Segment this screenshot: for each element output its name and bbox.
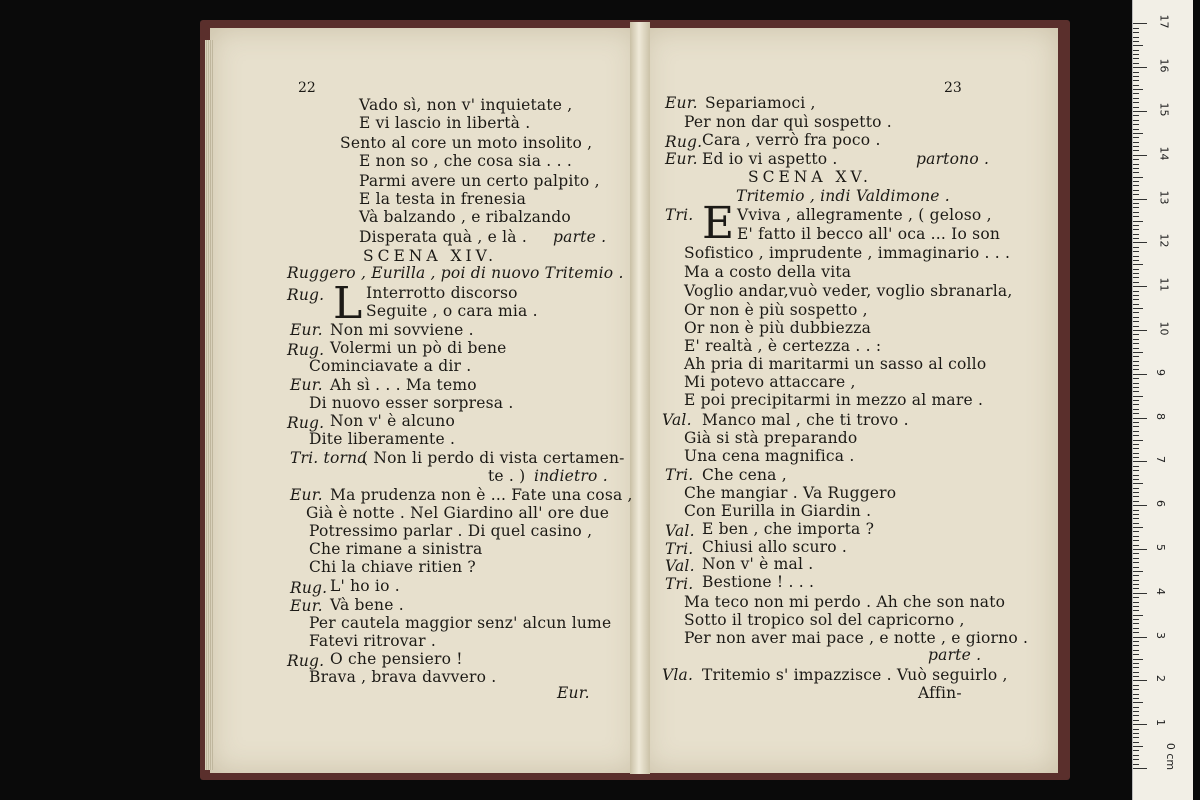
ruler-tick bbox=[1133, 334, 1139, 335]
ruler-tick bbox=[1133, 23, 1147, 24]
ruler-tick bbox=[1133, 602, 1139, 603]
ruler-tick bbox=[1133, 431, 1139, 432]
verse-line: Và bene . bbox=[330, 596, 404, 614]
ruler-tick bbox=[1133, 510, 1139, 511]
verse-line: Cominciavate a dir . bbox=[309, 357, 472, 375]
ruler-label: 15 bbox=[1157, 102, 1171, 117]
ruler-tick bbox=[1133, 72, 1139, 73]
ruler-tick bbox=[1133, 396, 1143, 397]
ruler-tick bbox=[1133, 172, 1139, 173]
verse-line: Tritemio s' impazzisce . Vuò seguirlo , bbox=[702, 666, 1008, 684]
ruler-tick bbox=[1133, 707, 1139, 708]
ruler-tick bbox=[1133, 540, 1139, 541]
stage-direction: indietro . bbox=[534, 467, 608, 485]
verse-line: Una cena magnifica . bbox=[684, 447, 855, 465]
ruler-label: 0 cm bbox=[1164, 742, 1178, 771]
ruler-tick bbox=[1133, 277, 1139, 278]
speaker-label: Val. bbox=[665, 557, 695, 575]
ruler-tick bbox=[1133, 181, 1139, 182]
ruler-tick bbox=[1133, 733, 1139, 734]
speaker-label: Tri. torna bbox=[290, 449, 367, 467]
ruler-tick bbox=[1133, 663, 1139, 664]
ruler-tick bbox=[1133, 58, 1139, 59]
verse-line: Or non è più sospetto , bbox=[684, 301, 868, 319]
verse-line: Sotto il tropico sol del capricorno , bbox=[684, 611, 965, 629]
ruler-tick bbox=[1133, 221, 1143, 222]
verse-line: Che cena , bbox=[702, 466, 787, 484]
scene-heading: SCENA XIV. bbox=[363, 247, 498, 265]
ruler-tick bbox=[1133, 115, 1139, 116]
ruler-tick bbox=[1133, 28, 1139, 29]
ruler-tick bbox=[1133, 505, 1147, 506]
ruler-label: 17 bbox=[1157, 14, 1171, 29]
speaker-label: Eur. bbox=[290, 376, 323, 394]
ruler-tick bbox=[1133, 694, 1139, 695]
ruler-tick bbox=[1133, 238, 1139, 239]
speaker-label: Tri. bbox=[665, 206, 694, 224]
ruler-tick bbox=[1133, 369, 1139, 370]
verse-line: O che pensiero ! bbox=[330, 650, 463, 668]
ruler-tick bbox=[1133, 291, 1139, 292]
ruler-tick bbox=[1133, 553, 1139, 554]
ruler-tick bbox=[1133, 676, 1139, 677]
ruler-tick bbox=[1133, 536, 1139, 537]
verse-line: Parmi avere un certo palpito , bbox=[359, 172, 600, 190]
ruler-tick bbox=[1133, 737, 1139, 738]
ruler-tick bbox=[1133, 597, 1139, 598]
speaker-label: Tri. bbox=[665, 575, 694, 593]
ruler-tick bbox=[1133, 269, 1139, 270]
verse-line: Ah pria di maritarmi un sasso al collo bbox=[684, 355, 987, 373]
verse-line: Non v' è alcuno bbox=[330, 412, 456, 430]
ruler-tick bbox=[1133, 54, 1139, 55]
ruler-tick bbox=[1133, 496, 1139, 497]
verse-line: Manco mal , che ti trovo . bbox=[702, 411, 909, 429]
stage-direction: partono . bbox=[916, 150, 990, 168]
verse-line: Ed io vi aspetto . bbox=[702, 150, 838, 168]
ruler-tick bbox=[1133, 641, 1139, 642]
ruler-tick bbox=[1133, 41, 1139, 42]
ruler-tick bbox=[1133, 190, 1139, 191]
ruler-tick bbox=[1133, 212, 1139, 213]
ruler-tick bbox=[1133, 361, 1139, 362]
ruler-tick bbox=[1133, 711, 1139, 712]
ruler-tick bbox=[1133, 689, 1139, 690]
verse-line: Disperata quà , e là . bbox=[359, 228, 527, 246]
ruler-tick bbox=[1133, 330, 1147, 331]
ruler-tick bbox=[1133, 724, 1147, 725]
speaker-label: Rug. bbox=[287, 286, 325, 304]
verse-line: E' fatto il becco all' oca ... Io son bbox=[737, 225, 1001, 243]
ruler-tick bbox=[1133, 348, 1139, 349]
measurement-ruler bbox=[1132, 0, 1193, 800]
ruler-tick bbox=[1133, 637, 1147, 638]
ruler-tick bbox=[1133, 562, 1139, 563]
speaker-label: Eur. bbox=[290, 321, 323, 339]
ruler-tick bbox=[1133, 76, 1139, 77]
ruler-tick bbox=[1133, 742, 1139, 743]
ruler-tick bbox=[1133, 558, 1139, 559]
verse-line: Và balzando , e ribalzando bbox=[359, 208, 571, 226]
ruler-tick bbox=[1133, 177, 1143, 178]
ruler-tick bbox=[1133, 461, 1147, 462]
ruler-tick bbox=[1133, 282, 1139, 283]
ruler-tick bbox=[1133, 387, 1139, 388]
ruler-tick bbox=[1133, 422, 1139, 423]
speaker-label: Rug. bbox=[665, 133, 703, 151]
ruler-tick bbox=[1133, 514, 1139, 515]
ruler-tick bbox=[1133, 409, 1139, 410]
speaker-label: Eur. bbox=[665, 94, 698, 112]
verse-line: E ben , che importa ? bbox=[702, 520, 875, 538]
ruler-tick bbox=[1133, 518, 1139, 519]
ruler-tick bbox=[1133, 142, 1139, 143]
ruler-label: 2 bbox=[1154, 675, 1167, 683]
ruler-tick bbox=[1133, 483, 1143, 484]
ruler-tick bbox=[1133, 475, 1139, 476]
ruler-tick bbox=[1133, 111, 1147, 112]
ruler-tick bbox=[1133, 164, 1139, 165]
ruler-tick bbox=[1133, 352, 1143, 353]
ruler-tick bbox=[1133, 199, 1147, 200]
ruler-tick bbox=[1133, 383, 1139, 384]
ruler-tick bbox=[1133, 650, 1139, 651]
ruler-label: 5 bbox=[1154, 544, 1167, 551]
ruler-tick bbox=[1133, 343, 1139, 344]
ruler-tick bbox=[1133, 567, 1139, 568]
verse-line: Dite liberamente . bbox=[309, 430, 456, 448]
ruler-tick bbox=[1133, 764, 1139, 765]
ruler-tick bbox=[1133, 129, 1139, 130]
ruler-tick bbox=[1133, 242, 1147, 243]
ruler-tick bbox=[1133, 488, 1139, 489]
ruler-tick bbox=[1133, 470, 1139, 471]
verse-line: Brava , brava davvero . bbox=[309, 668, 497, 686]
speaker-label: Eur. bbox=[665, 150, 698, 168]
ruler-tick bbox=[1133, 619, 1139, 620]
ruler-tick bbox=[1133, 256, 1139, 257]
verse-line: Per cautela maggior senz' alcun lume bbox=[309, 614, 612, 632]
verse-line: Ma teco non mi perdo . Ah che son nato bbox=[684, 593, 1006, 611]
ruler-label: 11 bbox=[1157, 277, 1171, 292]
ruler-tick bbox=[1133, 50, 1139, 51]
ruler-tick bbox=[1133, 440, 1143, 441]
ruler-tick bbox=[1133, 457, 1139, 458]
ruler-tick bbox=[1133, 435, 1139, 436]
ruler-tick bbox=[1133, 680, 1147, 681]
ruler-tick bbox=[1133, 413, 1139, 414]
verse-line: Bestione ! . . . bbox=[702, 573, 815, 591]
ruler-tick bbox=[1133, 339, 1139, 340]
verse-line: Separiamoci , bbox=[705, 94, 816, 112]
ruler-tick bbox=[1133, 702, 1143, 703]
ruler-tick bbox=[1133, 466, 1139, 467]
ruler-tick bbox=[1133, 356, 1139, 357]
verse-line: Non mi sovviene . bbox=[330, 321, 474, 339]
ruler-tick bbox=[1133, 531, 1139, 532]
ruler-tick bbox=[1133, 575, 1139, 576]
verse-line: Ah sì . . . Ma temo bbox=[330, 376, 477, 394]
page-number: 22 bbox=[298, 80, 316, 96]
verse-line: Sento al core un moto insolito , bbox=[340, 134, 593, 152]
ruler-tick bbox=[1133, 523, 1139, 524]
ruler-tick bbox=[1133, 426, 1139, 427]
ruler-label: 14 bbox=[1157, 146, 1171, 161]
ruler-tick bbox=[1133, 207, 1139, 208]
verse-line: E vi lascio in libertà . bbox=[359, 114, 531, 132]
speaker-label: Rug. bbox=[287, 341, 325, 359]
ruler-tick bbox=[1133, 448, 1139, 449]
ruler-tick bbox=[1133, 606, 1139, 607]
ruler-tick bbox=[1133, 501, 1139, 502]
verse-line: Ma a costo della vita bbox=[684, 263, 852, 281]
ruler-tick bbox=[1133, 755, 1139, 756]
ruler-label: 12 bbox=[1157, 233, 1171, 248]
verse-line: L' ho io . bbox=[330, 577, 400, 595]
verse-line: Che mangiar . Va Ruggero bbox=[684, 484, 897, 502]
verse-line: Chiusi allo scuro . bbox=[702, 538, 848, 556]
ruler-tick bbox=[1133, 85, 1139, 86]
ruler-tick bbox=[1133, 159, 1139, 160]
ruler-tick bbox=[1133, 229, 1139, 230]
verse-line: Ma prudenza non è ... Fate una cosa , bbox=[330, 486, 633, 504]
ruler-tick bbox=[1133, 234, 1139, 235]
ruler-tick bbox=[1133, 321, 1139, 322]
ruler-tick bbox=[1133, 317, 1139, 318]
ruler-tick bbox=[1133, 133, 1143, 134]
ruler-tick bbox=[1133, 659, 1143, 660]
ruler-label: 1 bbox=[1154, 719, 1167, 727]
speaker-label: Rug. bbox=[287, 414, 325, 432]
ruler-tick bbox=[1133, 67, 1147, 68]
ruler-tick bbox=[1133, 759, 1139, 760]
ruler-tick bbox=[1133, 479, 1139, 480]
ruler-tick bbox=[1133, 45, 1143, 46]
ruler-tick bbox=[1133, 610, 1139, 611]
character-list: Tritemio , indi Valdimone . bbox=[736, 187, 950, 205]
ruler-tick bbox=[1133, 584, 1139, 585]
ruler-tick bbox=[1133, 698, 1139, 699]
ruler-tick bbox=[1133, 98, 1139, 99]
ruler-tick bbox=[1133, 628, 1139, 629]
ruler-label: 16 bbox=[1157, 58, 1171, 73]
ruler-label: 3 bbox=[1154, 631, 1167, 639]
verse-line: Volermi un pò di bene bbox=[330, 339, 507, 357]
ruler-tick bbox=[1133, 527, 1143, 528]
ruler-tick bbox=[1133, 667, 1139, 668]
ruler-tick bbox=[1133, 304, 1139, 305]
ruler-tick bbox=[1133, 308, 1143, 309]
speaker-label: Vla. bbox=[662, 666, 694, 684]
speaker-label: Eur. bbox=[290, 486, 323, 504]
ruler-tick bbox=[1133, 185, 1139, 186]
verse-line: Già si stà preparando bbox=[684, 429, 858, 447]
verse-line: Non v' è mal . bbox=[702, 555, 814, 573]
scene-heading: SCENA XV. bbox=[748, 168, 872, 186]
catchword: Eur. bbox=[557, 684, 590, 702]
ruler-tick bbox=[1133, 194, 1139, 195]
character-list: Ruggero , Eurilla , poi di nuovo Tritemio . bbox=[287, 264, 624, 282]
ruler-tick bbox=[1133, 295, 1139, 296]
verse-line: Per non aver mai pace , e notte , e giorno . bbox=[684, 629, 1029, 647]
ruler-tick bbox=[1133, 593, 1147, 594]
ruler-tick bbox=[1133, 545, 1139, 546]
ruler-tick bbox=[1133, 645, 1139, 646]
ruler-tick bbox=[1133, 89, 1143, 90]
ruler-tick bbox=[1133, 715, 1139, 716]
ruler-tick bbox=[1133, 623, 1139, 624]
ruler-tick bbox=[1133, 453, 1139, 454]
ruler-tick bbox=[1133, 80, 1139, 81]
ruler-tick bbox=[1133, 750, 1139, 751]
ruler-tick bbox=[1133, 247, 1139, 248]
ruler-tick bbox=[1133, 768, 1147, 769]
catchword: Affin- bbox=[918, 684, 962, 702]
ruler-tick bbox=[1133, 374, 1147, 375]
speaker-label: Val. bbox=[665, 522, 695, 540]
ruler-tick bbox=[1133, 299, 1139, 300]
speaker-label: Tri. bbox=[665, 466, 694, 484]
verse-line: Fatevi ritrovar . bbox=[309, 632, 436, 650]
ruler-tick bbox=[1133, 404, 1139, 405]
verse-line: Mi potevo attaccare , bbox=[684, 373, 856, 391]
ruler-label: 13 bbox=[1157, 190, 1171, 205]
page-number: 23 bbox=[944, 80, 962, 96]
verse-line: Seguite , o cara mia . bbox=[366, 302, 538, 320]
book-gutter bbox=[630, 22, 650, 774]
ruler-label: 4 bbox=[1154, 587, 1167, 595]
ruler-tick bbox=[1133, 549, 1147, 550]
ruler-tick bbox=[1133, 168, 1139, 169]
stage-direction: parte . bbox=[928, 646, 982, 664]
ruler-tick bbox=[1133, 124, 1139, 125]
ruler-tick bbox=[1133, 444, 1139, 445]
ruler-tick bbox=[1133, 146, 1139, 147]
ruler-label: 8 bbox=[1154, 412, 1167, 420]
verse-line: Vviva , allegramente , ( geloso , bbox=[737, 206, 992, 224]
verse-line: Che rimane a sinistra bbox=[309, 540, 483, 558]
speaker-label: Rug. bbox=[287, 652, 325, 670]
ruler-label: 6 bbox=[1154, 500, 1167, 508]
drop-cap: E bbox=[702, 198, 735, 249]
speaker-label: Eur. bbox=[290, 597, 323, 615]
ruler-tick bbox=[1133, 729, 1139, 730]
ruler-tick bbox=[1133, 615, 1143, 616]
verse-line: Vado sì, non v' inquietate , bbox=[359, 96, 573, 114]
verse-line: Con Eurilla in Giardin . bbox=[684, 502, 872, 520]
ruler-tick bbox=[1133, 260, 1139, 261]
ruler-tick bbox=[1133, 93, 1139, 94]
verse-line: ( Non li perdo di vista certamen- bbox=[362, 449, 625, 467]
ruler-tick bbox=[1133, 492, 1139, 493]
verse-line: E la testa in frenesia bbox=[359, 190, 527, 208]
ruler-tick bbox=[1133, 378, 1139, 379]
ruler-tick bbox=[1133, 365, 1139, 366]
ruler-tick bbox=[1133, 286, 1147, 287]
ruler-tick bbox=[1133, 32, 1139, 33]
ruler-tick bbox=[1133, 203, 1139, 204]
verse-line: E' realtà , è certezza . . : bbox=[684, 337, 882, 355]
verse-line: Interrotto discorso bbox=[366, 284, 518, 302]
page-edges bbox=[205, 40, 213, 770]
ruler-tick bbox=[1133, 150, 1139, 151]
ruler-tick bbox=[1133, 273, 1139, 274]
ruler-tick bbox=[1133, 588, 1139, 589]
verse-line: Già è notte . Nel Giardino all' ore due bbox=[306, 504, 610, 522]
ruler-label: 10 bbox=[1157, 321, 1171, 336]
verse-line: Chi la chiave ritien ? bbox=[309, 558, 476, 576]
ruler-tick bbox=[1133, 107, 1139, 108]
ruler-tick bbox=[1133, 312, 1139, 313]
ruler-tick bbox=[1133, 685, 1139, 686]
ruler-tick bbox=[1133, 251, 1139, 252]
verse-line: Di nuovo esser sorpresa . bbox=[309, 394, 514, 412]
verse-line: Voglio andar,vuò veder, voglio sbranarla, bbox=[684, 282, 1013, 300]
ruler-tick bbox=[1133, 120, 1139, 121]
verse-line: Per non dar quì sospetto . bbox=[684, 113, 892, 131]
ruler-tick bbox=[1133, 391, 1139, 392]
ruler-tick bbox=[1133, 580, 1139, 581]
ruler-tick bbox=[1133, 102, 1139, 103]
ruler-tick bbox=[1133, 37, 1139, 38]
verse-line: Potressimo parlar . Di quel casino , bbox=[309, 522, 593, 540]
verse-line: Cara , verrò fra poco . bbox=[702, 131, 881, 149]
ruler-tick bbox=[1133, 400, 1139, 401]
ruler-tick bbox=[1133, 63, 1139, 64]
drop-cap: L bbox=[333, 278, 363, 329]
verse-line: te . ) bbox=[488, 467, 526, 485]
ruler-tick bbox=[1133, 571, 1143, 572]
ruler-tick bbox=[1133, 155, 1147, 156]
verse-line: Sofistico , imprudente , immaginario . . . bbox=[684, 244, 1011, 262]
ruler-tick bbox=[1133, 264, 1143, 265]
ruler-tick bbox=[1133, 746, 1143, 747]
ruler-tick bbox=[1133, 418, 1147, 419]
speaker-label: Tri. bbox=[665, 540, 694, 558]
verse-line: E poi precipitarmi in mezzo al mare . bbox=[684, 391, 984, 409]
verse-line: E non so , che cosa sia . . . bbox=[359, 152, 572, 170]
speaker-label: Rug. bbox=[290, 579, 328, 597]
ruler-tick bbox=[1133, 654, 1139, 655]
ruler-label: 9 bbox=[1154, 368, 1167, 376]
speaker-label: Val. bbox=[662, 411, 692, 429]
verse-line: Or non è più dubbiezza bbox=[684, 319, 872, 337]
ruler-tick bbox=[1133, 326, 1139, 327]
ruler-label: 7 bbox=[1154, 456, 1167, 464]
ruler-tick bbox=[1133, 137, 1139, 138]
ruler-tick bbox=[1133, 225, 1139, 226]
stage-direction: parte . bbox=[553, 228, 607, 246]
ruler-tick bbox=[1133, 720, 1139, 721]
ruler-tick bbox=[1133, 672, 1139, 673]
ruler-tick bbox=[1133, 632, 1139, 633]
ruler-tick bbox=[1133, 216, 1139, 217]
